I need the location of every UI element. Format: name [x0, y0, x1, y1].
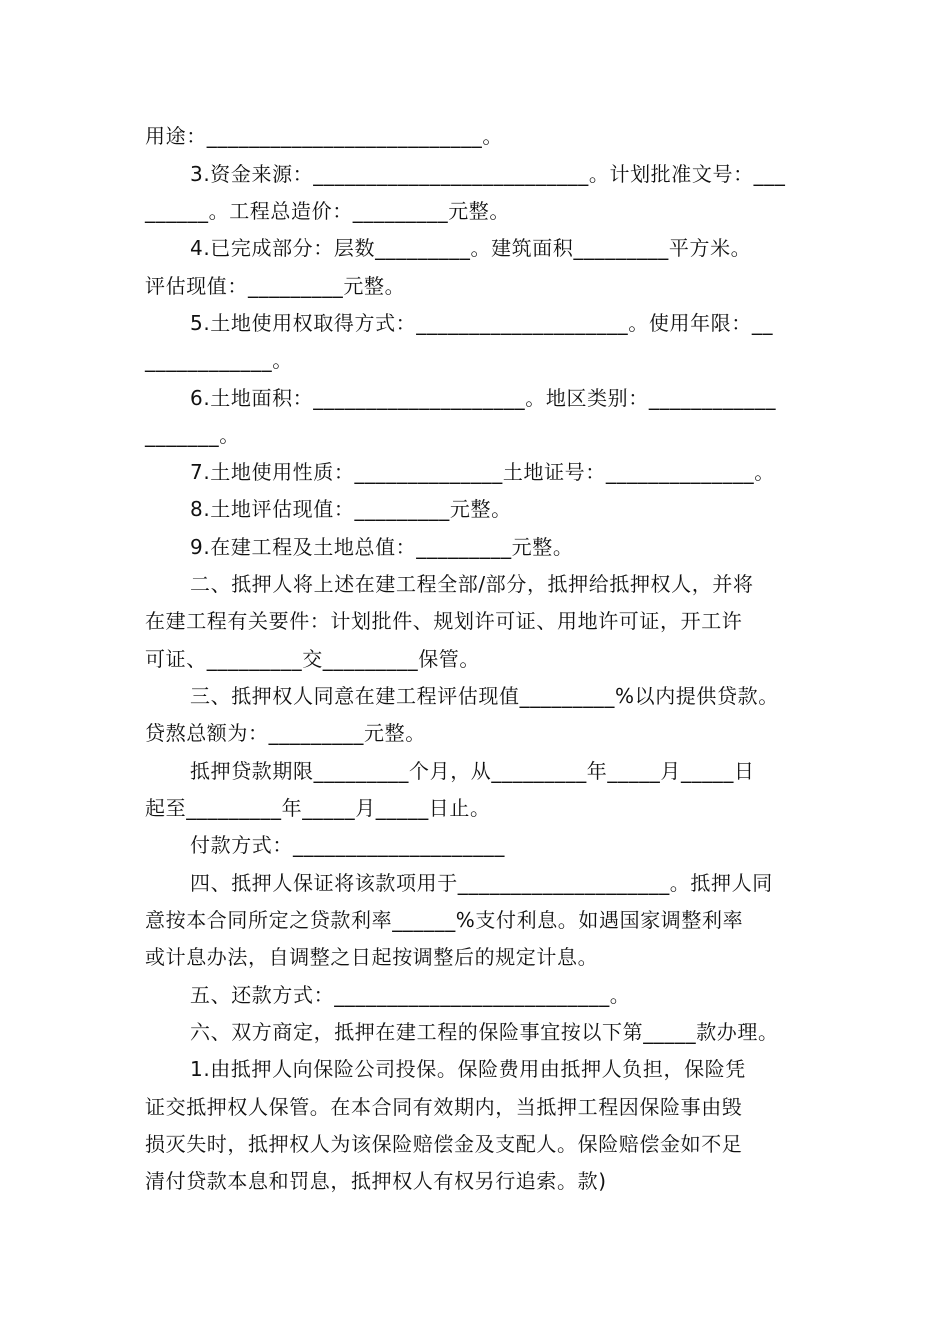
- text-line: 五、还款方式：__________________________。: [190, 983, 631, 1007]
- text-line: 付款方式：____________________: [190, 833, 505, 857]
- text-line: 起至_________年_____月_____日止。: [145, 796, 491, 820]
- text-line: 7.土地使用性质：______________土地证号：______________。: [190, 460, 775, 484]
- text-line: 贷熬总额为：_________元整。: [145, 721, 426, 745]
- text-line: 8.土地评估现值：_________元整。: [190, 497, 512, 521]
- text-line: 四、抵押人保证将该款项用于____________________。抵押人同: [190, 871, 773, 895]
- text-line: 3.资金来源：__________________________。计划批准文号：___: [190, 162, 786, 186]
- text-line: 二、抵押人将上述在建工程全部/部分，抵押给抵押权人，并将: [190, 572, 754, 596]
- text-line: 用途：__________________________。: [145, 124, 503, 148]
- text-line: 六、双方商定，抵押在建工程的保险事宜按以下第_____款办理。: [190, 1020, 779, 1044]
- text-line: 三、抵押权人同意在建工程评估现值_________%以内提供贷款。: [190, 684, 779, 708]
- text-line: 4.已完成部分：层数_________。建筑面积_________平方米。: [190, 236, 752, 260]
- text-line: 抵押贷款期限_________个月，从_________年_____月_____日: [190, 759, 755, 783]
- text-line: 1.由抵押人向保险公司投保。保险费用由抵押人负担，保险凭: [190, 1057, 746, 1081]
- text-line: 证交抵押权人保管。在本合同有效期内，当抵押工程因保险事由毁: [145, 1095, 743, 1119]
- text-line: 评估现值：_________元整。: [145, 274, 406, 298]
- text-line: 在建工程有关要件：计划批件、规划许可证、用地许可证，开工许: [145, 609, 743, 633]
- text-line: 损灭失时，抵押权人为该保险赔偿金及支配人。保险赔偿金如不足: [145, 1132, 743, 1156]
- text-line: 意按本合同所定之贷款利率______%支付利息。如遇国家调整利率: [145, 908, 744, 932]
- text-line: 9.在建工程及土地总值：_________元整。: [190, 535, 574, 559]
- text-line: ____________。: [145, 348, 293, 372]
- text-line: _______。: [145, 423, 240, 447]
- text-line: ______。工程总造价：_________元整。: [145, 199, 510, 223]
- text-line: 可证、_________交_________保管。: [145, 647, 480, 671]
- text-line: 或计息办法，自调整之日起按调整后的规定计息。: [145, 945, 599, 969]
- text-line: 清付贷款本息和罚息，抵押权人有权另行追索。款): [145, 1169, 607, 1193]
- text-line: 6.土地面积：____________________。地区类别：____________: [190, 386, 777, 410]
- text-line: 5.土地使用权取得方式：____________________。使用年限：__: [190, 311, 774, 335]
